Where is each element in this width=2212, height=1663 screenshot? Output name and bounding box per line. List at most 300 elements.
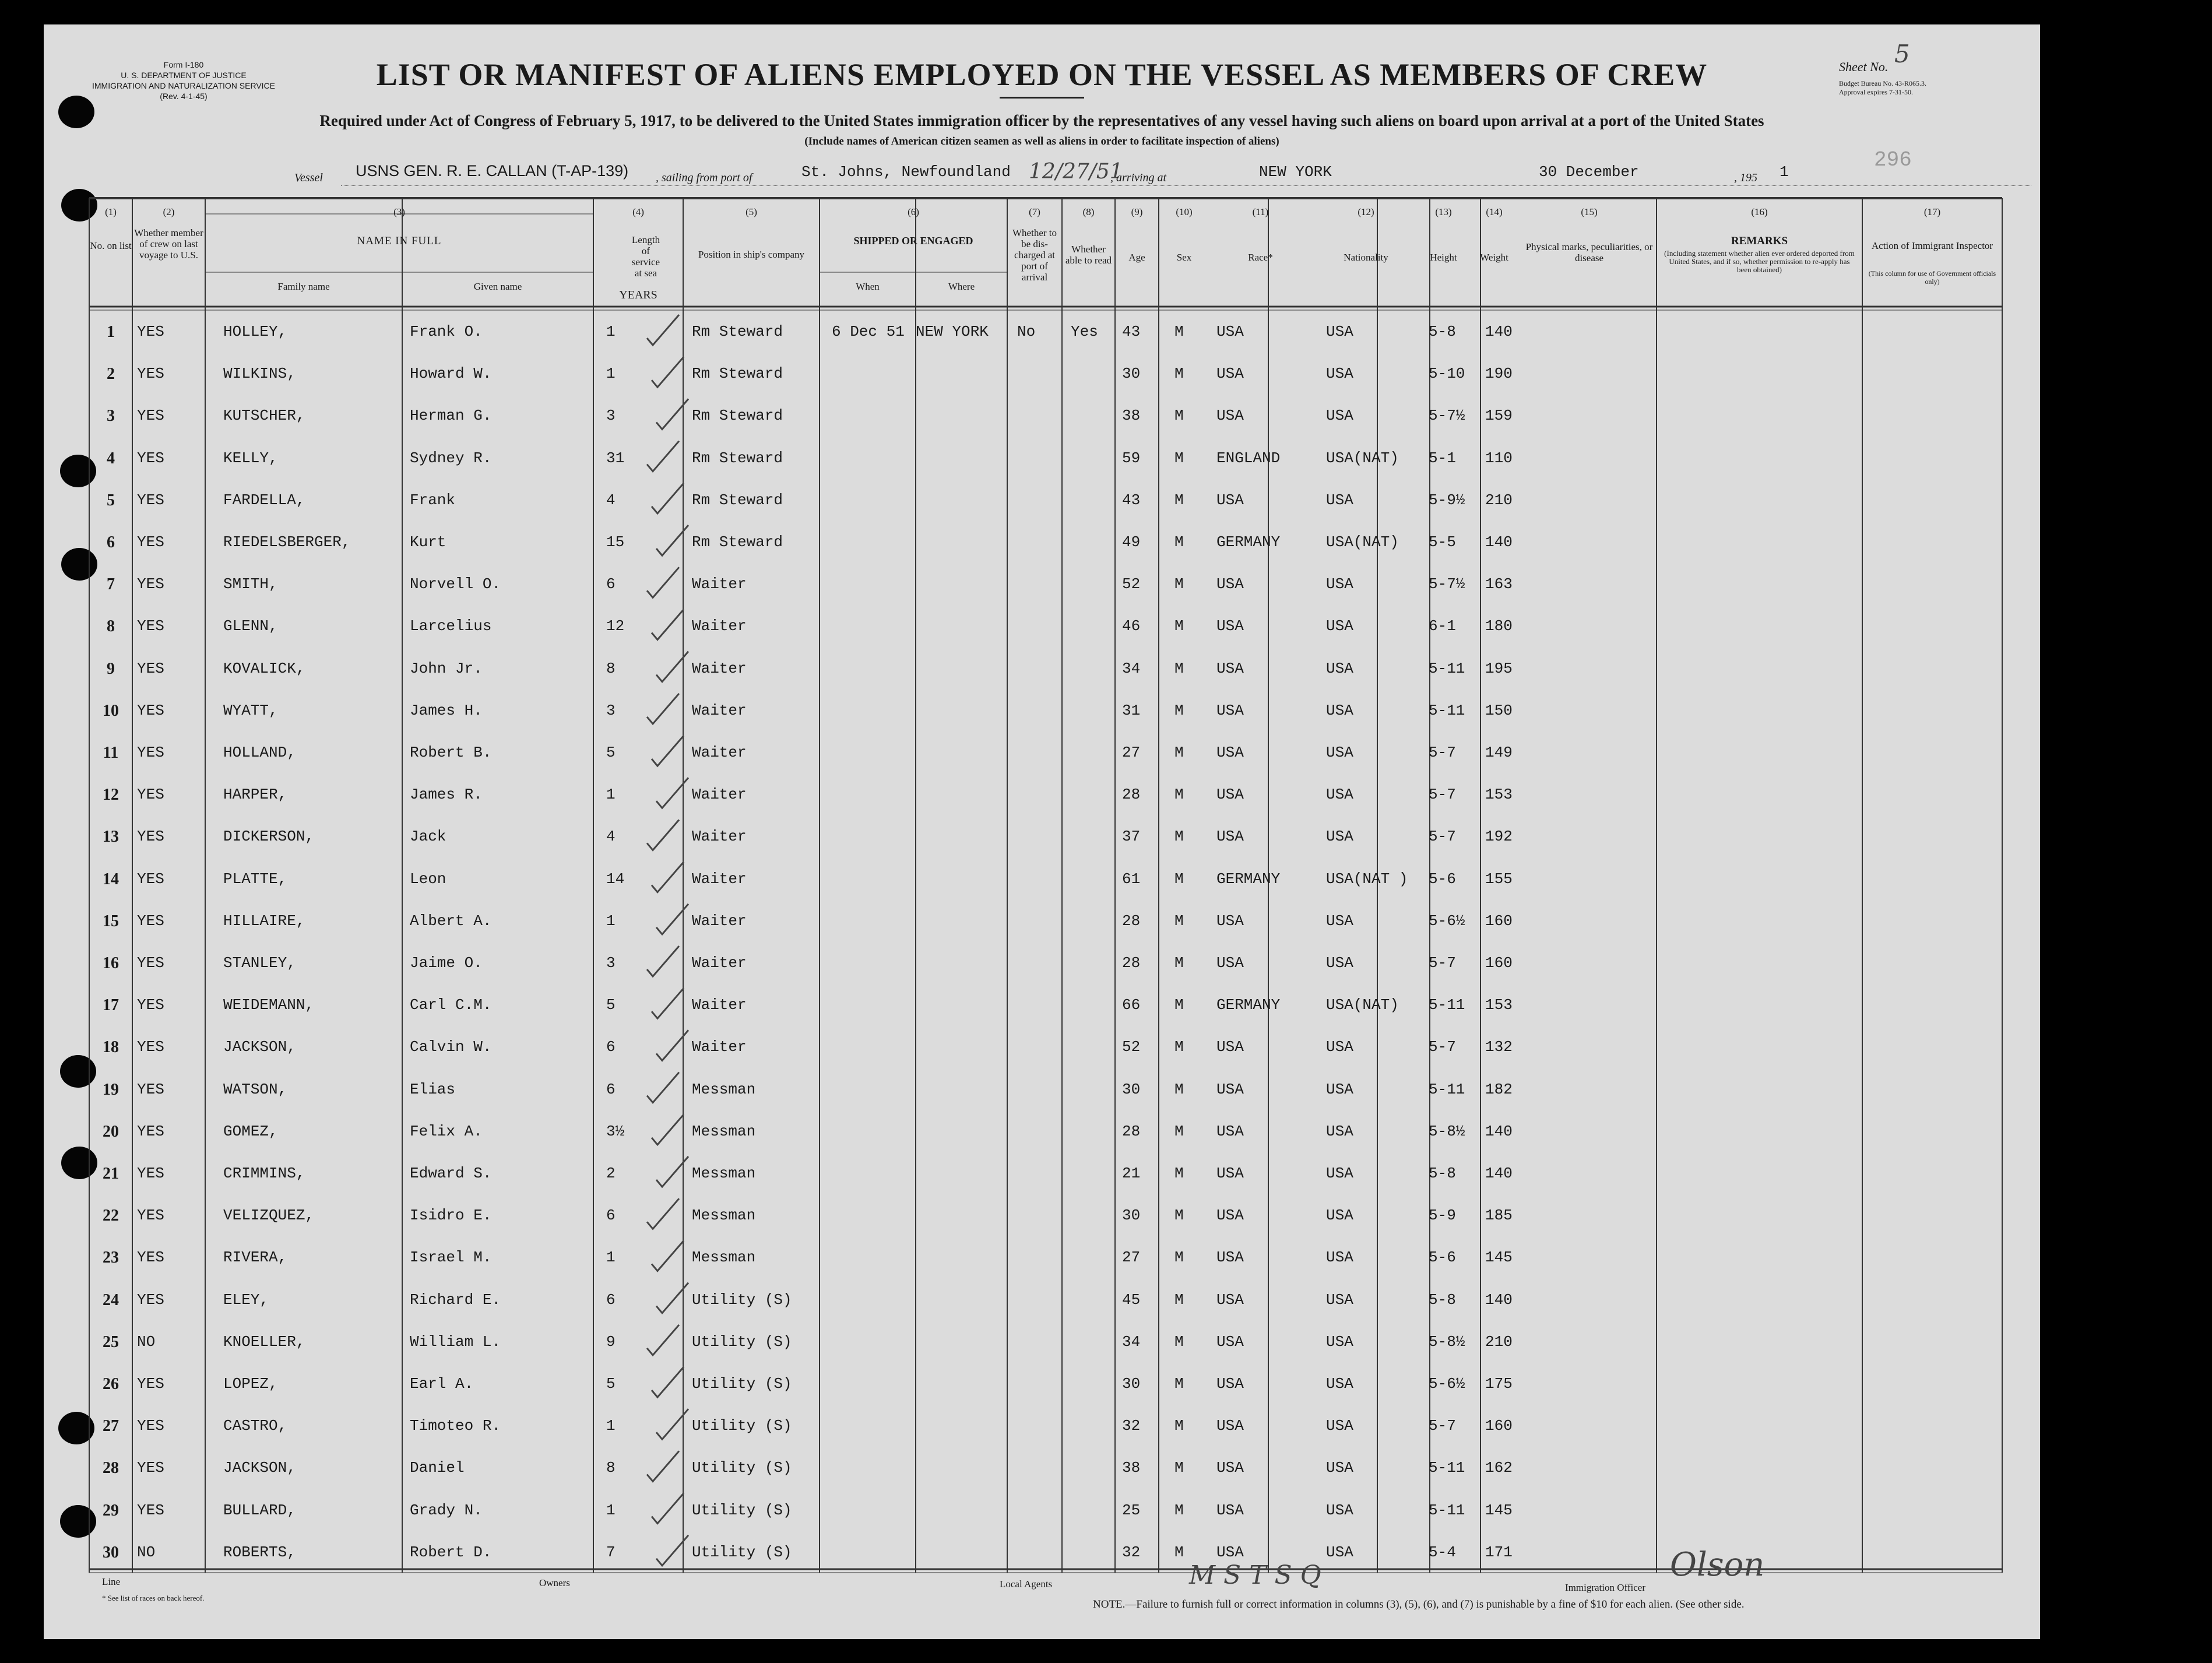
age: 25 bbox=[1122, 1501, 1141, 1519]
height: 5-11 bbox=[1429, 701, 1465, 719]
weight: 140 bbox=[1485, 1291, 1513, 1309]
sex: M bbox=[1174, 1165, 1184, 1182]
given-name: William L. bbox=[410, 1332, 501, 1351]
height: 5-7 bbox=[1429, 1038, 1456, 1056]
footer-line-label: Line bbox=[102, 1576, 121, 1587]
row-number: 7 bbox=[107, 575, 115, 594]
given-name: Frank bbox=[410, 491, 456, 509]
weight: 145 bbox=[1485, 1249, 1513, 1267]
height: 5-5 bbox=[1429, 533, 1456, 551]
weight: 171 bbox=[1485, 1543, 1513, 1561]
height: 5-9½ bbox=[1429, 491, 1465, 509]
race: USA bbox=[1216, 575, 1244, 593]
family-name: ELEY, bbox=[223, 1291, 269, 1309]
nationality: USA bbox=[1326, 1165, 1353, 1182]
form-number: Form I-180 bbox=[163, 60, 204, 69]
checkmark-stroke bbox=[656, 778, 688, 808]
crew-last-voyage: YES bbox=[137, 828, 164, 846]
position: Messman bbox=[692, 1165, 756, 1182]
given-name: Leon bbox=[410, 870, 446, 888]
checkmark-stroke bbox=[647, 694, 679, 724]
given-name: Grady N. bbox=[410, 1501, 483, 1519]
weight: 192 bbox=[1485, 828, 1513, 846]
vessel-label: Vessel bbox=[294, 171, 323, 184]
to-be-discharged: No bbox=[1017, 323, 1036, 340]
family-name: RIEDELSBERGER, bbox=[223, 533, 351, 551]
vessel-name: USNS GEN. R. E. CALLAN (T-AP-139) bbox=[356, 162, 629, 180]
header-height: Height bbox=[1430, 252, 1457, 263]
given-name: Richard E. bbox=[410, 1291, 501, 1309]
nationality: USA(NAT) bbox=[1326, 996, 1399, 1014]
header-length-of-service: Length of service at sea bbox=[631, 234, 660, 279]
header-sex: Sex bbox=[1176, 252, 1192, 263]
arrival-date: 30 December bbox=[1539, 163, 1639, 181]
age: 52 bbox=[1122, 575, 1141, 593]
age: 31 bbox=[1122, 701, 1141, 719]
race: USA bbox=[1216, 407, 1244, 425]
checkmark-stroke bbox=[652, 1114, 684, 1145]
crew-last-voyage: YES bbox=[137, 1291, 164, 1309]
weight: 160 bbox=[1485, 954, 1513, 972]
years-of-service: 6 bbox=[606, 1080, 616, 1098]
sailing-port: St. Johns, Newfoundland bbox=[801, 163, 1011, 181]
race: USA bbox=[1216, 1038, 1244, 1056]
given-name: Jaime O. bbox=[410, 954, 483, 972]
family-name: GLENN, bbox=[223, 617, 278, 635]
race: USA bbox=[1216, 491, 1244, 509]
header-crew-last-voyage: Whether member of crew on last voyage to U.S. bbox=[134, 227, 203, 261]
family-name: WATSON, bbox=[223, 1080, 287, 1098]
nationality: USA bbox=[1326, 1207, 1353, 1225]
height: 5-8 bbox=[1429, 323, 1456, 340]
height: 5-8 bbox=[1429, 1291, 1456, 1309]
checkmark-stroke bbox=[647, 567, 679, 597]
race: USA bbox=[1216, 659, 1244, 677]
position: Rm Steward bbox=[692, 365, 783, 383]
row-number: 4 bbox=[107, 449, 115, 467]
years-of-service: 31 bbox=[606, 449, 625, 467]
height: 5-11 bbox=[1429, 1501, 1465, 1519]
checkmark-stroke bbox=[647, 946, 679, 976]
column-number-2: (2) bbox=[163, 206, 175, 217]
race: USA bbox=[1216, 617, 1244, 635]
weight: 153 bbox=[1485, 786, 1513, 804]
nationality: USA bbox=[1326, 701, 1353, 719]
nationality: USA bbox=[1326, 491, 1353, 509]
handwritten-checkmarks bbox=[44, 24, 2040, 1639]
given-name: Kurt bbox=[410, 533, 446, 551]
crew-last-voyage: YES bbox=[137, 786, 164, 804]
years-of-service: 6 bbox=[606, 1038, 616, 1056]
height: 5-11 bbox=[1429, 1459, 1465, 1477]
header-when: When bbox=[856, 281, 880, 292]
shipped-where: NEW YORK bbox=[916, 323, 989, 340]
family-name: LOPEZ, bbox=[223, 1375, 278, 1393]
sex: M bbox=[1174, 659, 1184, 677]
document-subtitle-note: (Include names of American citizen seamen as well as aliens in order to facilitate inspection of aliens) bbox=[804, 135, 1279, 147]
height: 5-6 bbox=[1429, 870, 1456, 888]
column-number-5: (5) bbox=[745, 206, 757, 217]
age: 34 bbox=[1122, 659, 1141, 677]
age: 66 bbox=[1122, 996, 1141, 1014]
crew-last-voyage: YES bbox=[137, 701, 164, 719]
weight: 185 bbox=[1485, 1207, 1513, 1225]
sex: M bbox=[1174, 491, 1184, 509]
height: 5-10 bbox=[1429, 365, 1465, 383]
given-name: Israel M. bbox=[410, 1249, 492, 1267]
age: 30 bbox=[1122, 1207, 1141, 1225]
race: USA bbox=[1216, 365, 1244, 383]
crew-last-voyage: YES bbox=[137, 533, 164, 551]
age: 32 bbox=[1122, 1417, 1141, 1435]
crew-last-voyage: YES bbox=[137, 1207, 164, 1225]
position: Waiter bbox=[692, 954, 747, 972]
family-name: KNOELLER, bbox=[223, 1332, 305, 1351]
row-number: 10 bbox=[103, 701, 119, 720]
sex: M bbox=[1174, 744, 1184, 761]
nationality: USA bbox=[1326, 1501, 1353, 1519]
footer-owners-label: Owners bbox=[539, 1577, 570, 1588]
row-number: 6 bbox=[107, 533, 115, 551]
nationality: USA bbox=[1326, 786, 1353, 804]
nationality: USA bbox=[1326, 407, 1353, 425]
row-number: 22 bbox=[103, 1207, 119, 1225]
height: 5-7 bbox=[1429, 828, 1456, 846]
row-number: 23 bbox=[103, 1249, 119, 1267]
years-of-service: 1 bbox=[606, 1249, 616, 1267]
weight: 159 bbox=[1485, 407, 1513, 425]
age: 28 bbox=[1122, 912, 1141, 930]
sex: M bbox=[1174, 1249, 1184, 1267]
height: 5-7½ bbox=[1429, 575, 1465, 593]
position: Waiter bbox=[692, 617, 747, 635]
crew-last-voyage: YES bbox=[137, 1417, 164, 1435]
age: 49 bbox=[1122, 533, 1141, 551]
weight: 175 bbox=[1485, 1375, 1513, 1393]
crew-last-voyage: YES bbox=[137, 1080, 164, 1098]
nationality: USA bbox=[1326, 575, 1353, 593]
nationality: USA bbox=[1326, 1122, 1353, 1140]
crew-last-voyage: YES bbox=[137, 1459, 164, 1477]
age: 27 bbox=[1122, 744, 1141, 761]
race: USA bbox=[1216, 1207, 1244, 1225]
race: GERMANY bbox=[1216, 533, 1281, 551]
checkmark-stroke bbox=[656, 525, 688, 555]
checkmark-stroke bbox=[652, 988, 684, 1018]
row-number: 9 bbox=[107, 659, 115, 678]
year-prefix: , 195 bbox=[1734, 171, 1757, 184]
crew-last-voyage: YES bbox=[137, 1249, 164, 1267]
family-name: WILKINS, bbox=[223, 365, 296, 383]
position: Waiter bbox=[692, 996, 747, 1014]
position: Utility (S) bbox=[692, 1375, 792, 1393]
crew-last-voyage: YES bbox=[137, 1165, 164, 1182]
checkmark-stroke bbox=[656, 399, 688, 429]
nationality: USA bbox=[1326, 828, 1353, 846]
checkmark-stroke bbox=[656, 1409, 688, 1439]
family-name: PLATTE, bbox=[223, 870, 287, 888]
header-where: Where bbox=[948, 281, 975, 292]
nationality: USA bbox=[1326, 659, 1353, 677]
years-of-service: 1 bbox=[606, 786, 616, 804]
sex: M bbox=[1174, 1501, 1184, 1519]
given-name: Albert A. bbox=[410, 912, 492, 930]
document-subtitle: Required under Act of Congress of February 5, 1917, to be delivered to the United States immigration officer by the representatives of any vessel having such aliens on board upon arrival at a port of the United States bbox=[319, 112, 1764, 129]
crew-last-voyage: YES bbox=[137, 1122, 164, 1140]
nationality: USA bbox=[1326, 617, 1353, 635]
family-name: STANLEY, bbox=[223, 954, 296, 972]
age: 27 bbox=[1122, 1249, 1141, 1267]
row-number: 8 bbox=[107, 617, 115, 636]
years-of-service: 1 bbox=[606, 1501, 616, 1519]
given-name: Robert B. bbox=[410, 744, 492, 761]
position: Messman bbox=[692, 1207, 756, 1225]
header-nationality: Nationality bbox=[1344, 252, 1388, 263]
weight: 163 bbox=[1485, 575, 1513, 593]
header-given-name: Given name bbox=[473, 281, 522, 292]
years-of-service: 12 bbox=[606, 617, 625, 635]
race: USA bbox=[1216, 1417, 1244, 1435]
race: USA bbox=[1216, 323, 1244, 340]
crew-last-voyage: NO bbox=[137, 1543, 156, 1561]
checkmark-stroke bbox=[647, 441, 679, 472]
checkmark-stroke bbox=[647, 820, 679, 850]
height: 6-1 bbox=[1429, 617, 1456, 635]
column-number-10: (10) bbox=[1176, 206, 1193, 217]
checkmark-stroke bbox=[647, 1451, 679, 1481]
family-name: JACKSON, bbox=[223, 1038, 296, 1056]
race: USA bbox=[1216, 1080, 1244, 1098]
years-of-service: 1 bbox=[606, 323, 616, 340]
sex: M bbox=[1174, 1332, 1184, 1351]
age: 38 bbox=[1122, 407, 1141, 425]
age: 52 bbox=[1122, 1038, 1141, 1056]
years-of-service: 6 bbox=[606, 575, 616, 593]
sheet-budget-info: Budget Bureau No. 43-R065.3. Approval expires 7-31-50. bbox=[1839, 79, 1926, 96]
column-number-4: (4) bbox=[632, 206, 644, 217]
height: 5-8 bbox=[1429, 1165, 1456, 1182]
weight: 149 bbox=[1485, 744, 1513, 761]
position: Utility (S) bbox=[692, 1501, 792, 1519]
years-of-service: 8 bbox=[606, 1459, 616, 1477]
given-name: Carl C.M. bbox=[410, 996, 492, 1014]
years-of-service: 1 bbox=[606, 365, 616, 383]
row-number: 28 bbox=[103, 1459, 119, 1478]
family-name: RIVERA, bbox=[223, 1249, 287, 1267]
age: 34 bbox=[1122, 1332, 1141, 1351]
race: USA bbox=[1216, 1459, 1244, 1477]
position: Waiter bbox=[692, 659, 747, 677]
position: Rm Steward bbox=[692, 323, 783, 340]
row-number: 3 bbox=[107, 407, 115, 426]
department: U. S. DEPARTMENT OF JUSTICE bbox=[121, 71, 247, 80]
age: 59 bbox=[1122, 449, 1141, 467]
manifest-sheet bbox=[44, 24, 2040, 1639]
family-name: CASTRO, bbox=[223, 1417, 287, 1435]
crew-last-voyage: YES bbox=[137, 954, 164, 972]
officer-signature: Olson bbox=[1670, 1546, 1765, 1584]
header-age: Age bbox=[1128, 252, 1145, 263]
position: Utility (S) bbox=[692, 1291, 792, 1309]
height: 5-6½ bbox=[1429, 1375, 1465, 1393]
sex: M bbox=[1174, 1375, 1184, 1393]
crew-last-voyage: YES bbox=[137, 659, 164, 677]
race: USA bbox=[1216, 1543, 1244, 1561]
checkmark-stroke bbox=[652, 736, 684, 766]
checkmark-stroke bbox=[656, 1283, 688, 1313]
years-of-service: 3 bbox=[606, 407, 616, 425]
crew-last-voyage: YES bbox=[137, 491, 164, 509]
header-position: Position in ship's company bbox=[698, 249, 805, 260]
sex: M bbox=[1174, 575, 1184, 593]
row-number: 18 bbox=[103, 1038, 119, 1057]
sex: M bbox=[1174, 323, 1184, 340]
row-number: 26 bbox=[103, 1375, 119, 1393]
checkmark-stroke bbox=[647, 315, 679, 345]
years-of-service: 6 bbox=[606, 1291, 616, 1309]
checkmark-stroke bbox=[647, 1325, 679, 1355]
race: USA bbox=[1216, 912, 1244, 930]
header-physical-marks: Physical marks, peculiarities, or disease bbox=[1525, 241, 1653, 263]
nationality: USA bbox=[1326, 1543, 1353, 1561]
family-name: WEIDEMANN, bbox=[223, 996, 315, 1014]
header-years: YEARS bbox=[619, 289, 657, 301]
document-title: LIST OR MANIFEST OF ALIENS EMPLOYED ON THE VESSEL AS MEMBERS OF CREW bbox=[376, 57, 1708, 92]
row-number: 27 bbox=[103, 1417, 119, 1436]
weight: 153 bbox=[1485, 996, 1513, 1014]
footer-note: NOTE.—Failure to furnish full or correct information in columns (3), (5), (6), and (7) is punishable by a fine of $10 for each alien. (See other side. bbox=[1093, 1598, 1745, 1611]
family-name: SMITH, bbox=[223, 575, 278, 593]
arriving-label: , arriving at bbox=[1110, 171, 1167, 184]
sex: M bbox=[1174, 912, 1184, 930]
checkmark-stroke bbox=[656, 652, 688, 682]
column-number-7: (7) bbox=[1029, 206, 1040, 217]
weight: 140 bbox=[1485, 1165, 1513, 1182]
crew-last-voyage: YES bbox=[137, 996, 164, 1014]
sex: M bbox=[1174, 617, 1184, 635]
family-name: KUTSCHER, bbox=[223, 407, 305, 425]
position: Waiter bbox=[692, 828, 747, 846]
row-number: 17 bbox=[103, 996, 119, 1015]
nationality: USA bbox=[1326, 1038, 1353, 1056]
age: 28 bbox=[1122, 954, 1141, 972]
crew-last-voyage: YES bbox=[137, 912, 164, 930]
position: Utility (S) bbox=[692, 1417, 792, 1435]
years-of-service: 15 bbox=[606, 533, 625, 551]
service: IMMIGRATION AND NATURALIZATION SERVICE bbox=[92, 81, 275, 90]
row-number: 12 bbox=[103, 786, 119, 804]
nationality: USA bbox=[1326, 1375, 1353, 1393]
family-name: FARDELLA, bbox=[223, 491, 305, 509]
row-number: 11 bbox=[103, 744, 119, 762]
race: USA bbox=[1216, 1249, 1244, 1267]
row-number: 29 bbox=[103, 1501, 119, 1520]
position: Rm Steward bbox=[692, 449, 783, 467]
given-name: Jack bbox=[410, 828, 446, 846]
height: 5-6½ bbox=[1429, 912, 1465, 930]
column-number-11: (11) bbox=[1252, 206, 1269, 217]
row-number: 20 bbox=[103, 1122, 119, 1141]
column-number-3: (3) bbox=[393, 206, 405, 217]
weight: 160 bbox=[1485, 1417, 1513, 1435]
weight: 140 bbox=[1485, 323, 1513, 340]
checkmark-stroke bbox=[652, 862, 684, 892]
crew-last-voyage: YES bbox=[137, 449, 164, 467]
height: 5-7 bbox=[1429, 954, 1456, 972]
family-name: HOLLEY, bbox=[223, 323, 287, 340]
weight: 155 bbox=[1485, 870, 1513, 888]
family-name: GOMEZ, bbox=[223, 1122, 278, 1140]
sailing-label: , sailing from port of bbox=[656, 171, 752, 184]
weight: 210 bbox=[1485, 491, 1513, 509]
race: GERMANY bbox=[1216, 996, 1281, 1014]
race: USA bbox=[1216, 828, 1244, 846]
weight: 182 bbox=[1485, 1080, 1513, 1098]
header-inspector-note: (This column for use of Government officials only) bbox=[1868, 269, 1996, 286]
sex: M bbox=[1174, 1459, 1184, 1477]
header-no-on-list: No. on list bbox=[90, 240, 132, 251]
column-number-9: (9) bbox=[1131, 206, 1143, 217]
sex: M bbox=[1174, 407, 1184, 425]
weight: 162 bbox=[1485, 1459, 1513, 1477]
given-name: Herman G. bbox=[410, 407, 492, 425]
sex: M bbox=[1174, 365, 1184, 383]
header-race: Race* bbox=[1248, 252, 1273, 263]
crew-last-voyage: YES bbox=[137, 617, 164, 635]
sex: M bbox=[1174, 1080, 1184, 1098]
crew-last-voyage: YES bbox=[137, 1038, 164, 1056]
footer-local-agents-label: Local Agents bbox=[1000, 1578, 1053, 1590]
age: 21 bbox=[1122, 1165, 1141, 1182]
column-number-13: (13) bbox=[1435, 206, 1452, 217]
checkmark-stroke bbox=[647, 1073, 679, 1103]
height: 5-11 bbox=[1429, 659, 1465, 677]
position: Waiter bbox=[692, 701, 747, 719]
nationality: USA(NAT ) bbox=[1326, 870, 1408, 888]
given-name: Robert D. bbox=[410, 1543, 492, 1561]
family-name: BULLARD, bbox=[223, 1501, 296, 1519]
race: USA bbox=[1216, 1165, 1244, 1182]
position: Rm Steward bbox=[692, 491, 783, 509]
nationality: USA bbox=[1326, 1080, 1353, 1098]
sex: M bbox=[1174, 1543, 1184, 1561]
position: Messman bbox=[692, 1249, 756, 1267]
crew-last-voyage: YES bbox=[137, 870, 164, 888]
header-discharged: Whether to be dis-charged at port of arrival bbox=[1012, 227, 1057, 283]
column-number-17: (17) bbox=[1923, 206, 1941, 217]
crew-last-voyage: YES bbox=[137, 1375, 164, 1393]
age: 28 bbox=[1122, 1122, 1141, 1140]
sex: M bbox=[1174, 1207, 1184, 1225]
header-shipped-engaged: SHIPPED OR ENGAGED bbox=[853, 235, 973, 247]
race: USA bbox=[1216, 1375, 1244, 1393]
race: USA bbox=[1216, 1501, 1244, 1519]
weight: 140 bbox=[1485, 1122, 1513, 1140]
height: 5-4 bbox=[1429, 1543, 1456, 1561]
header-name-in-full: NAME IN FULL bbox=[357, 235, 442, 247]
sheet-number: 5 bbox=[1894, 40, 1910, 68]
checkmark-stroke bbox=[656, 1156, 688, 1187]
checkmark-stroke bbox=[652, 357, 684, 387]
checkmark-stroke bbox=[647, 1198, 679, 1229]
race: USA bbox=[1216, 701, 1244, 719]
height: 5-7 bbox=[1429, 744, 1456, 761]
sex: M bbox=[1174, 1417, 1184, 1435]
given-name: Frank O. bbox=[410, 323, 483, 340]
age: 30 bbox=[1122, 1080, 1141, 1098]
header-able-to-read: Whether able to read bbox=[1065, 244, 1112, 266]
header-inspector-action: Action of Immigrant Inspector bbox=[1871, 240, 1993, 251]
